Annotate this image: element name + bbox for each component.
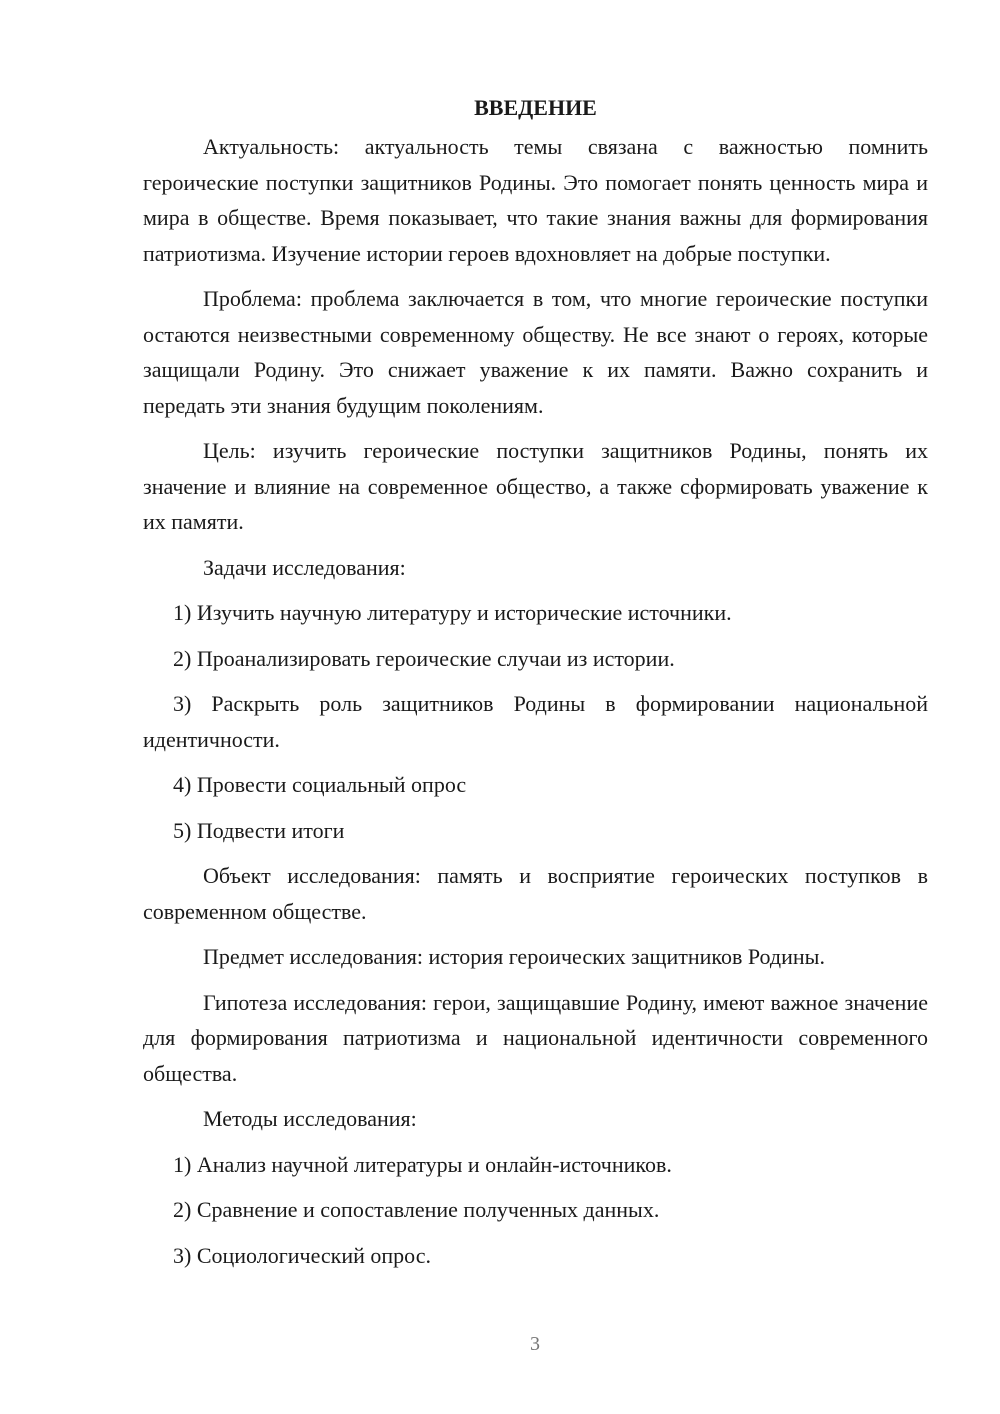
spacer [143, 423, 928, 433]
spacer [143, 676, 928, 686]
list-item: 1) Изучить научную литературу и исторические источники. [173, 600, 732, 625]
spacer [143, 975, 928, 985]
spacer [143, 848, 928, 858]
spacer [143, 1182, 928, 1192]
problem-paragraph: Проблема: проблема заключается в том, что многие героические поступки остаются неизвестными современному обществу. Не все знают о героях, которые защищали Родину. Это снижает уважение к их памяти. Важно сохранить и передать эти знания будущим поколениям. [143, 286, 928, 418]
spacer [143, 757, 928, 767]
spacer [143, 585, 928, 595]
list-item: 2) Сравнение и сопоставление полученных данных. [173, 1197, 660, 1222]
list-item: 4) Провести социальный опрос [173, 772, 467, 797]
list-item: 3) Социологический опрос. [173, 1242, 431, 1268]
hypothesis-paragraph: Гипотеза исследования: герои, защищавшие Родину, имеют важное значение для формирования патриотизма и национальной идентичности современного общества. [143, 989, 928, 1086]
page-number: 3 [530, 1333, 540, 1355]
methods-heading: Методы исследования: [203, 1106, 417, 1131]
spacer [143, 540, 928, 550]
object-paragraph: Объект исследования: память и восприятие героических поступков в современном обществе. [143, 863, 928, 924]
spacer [143, 1137, 928, 1147]
page-title: ВВЕДЕНИЕ [474, 95, 597, 120]
document-page [143, 90, 928, 1273]
list-item: 1) Анализ научной литературы и онлайн-источников. [173, 1151, 672, 1177]
goal-paragraph: Цель: изучить героические поступки защитников Родины, понять их значение и влияние на современное общество, а также сформировать уважение к их памяти. [143, 438, 928, 534]
subject-paragraph: Предмет исследования: история героических защитников Родины. [203, 944, 825, 969]
spacer [143, 271, 928, 281]
spacer [143, 803, 928, 813]
spacer [143, 1091, 928, 1101]
spacer [143, 1228, 928, 1238]
tasks-heading: Задачи исследования: [203, 554, 406, 580]
list-item: 5) Подвести итоги [173, 817, 345, 843]
relevance-paragraph: Актуальность: актуальность темы связана с важностью помнить героические поступки защитников Родины. Это помогает понять ценность мира и мира в обществе. Время показывает, что такие знания важны для формирования патриотизма. Изучение истории героев вдохновляет на добрые поступки. [143, 134, 928, 266]
list-item: 3) Раскрыть роль защитников Родины в формировании национальной идентичности. [143, 691, 928, 752]
spacer [143, 631, 928, 641]
list-item: 2) Проанализировать героические случаи из истории. [173, 645, 675, 671]
spacer [143, 929, 928, 939]
